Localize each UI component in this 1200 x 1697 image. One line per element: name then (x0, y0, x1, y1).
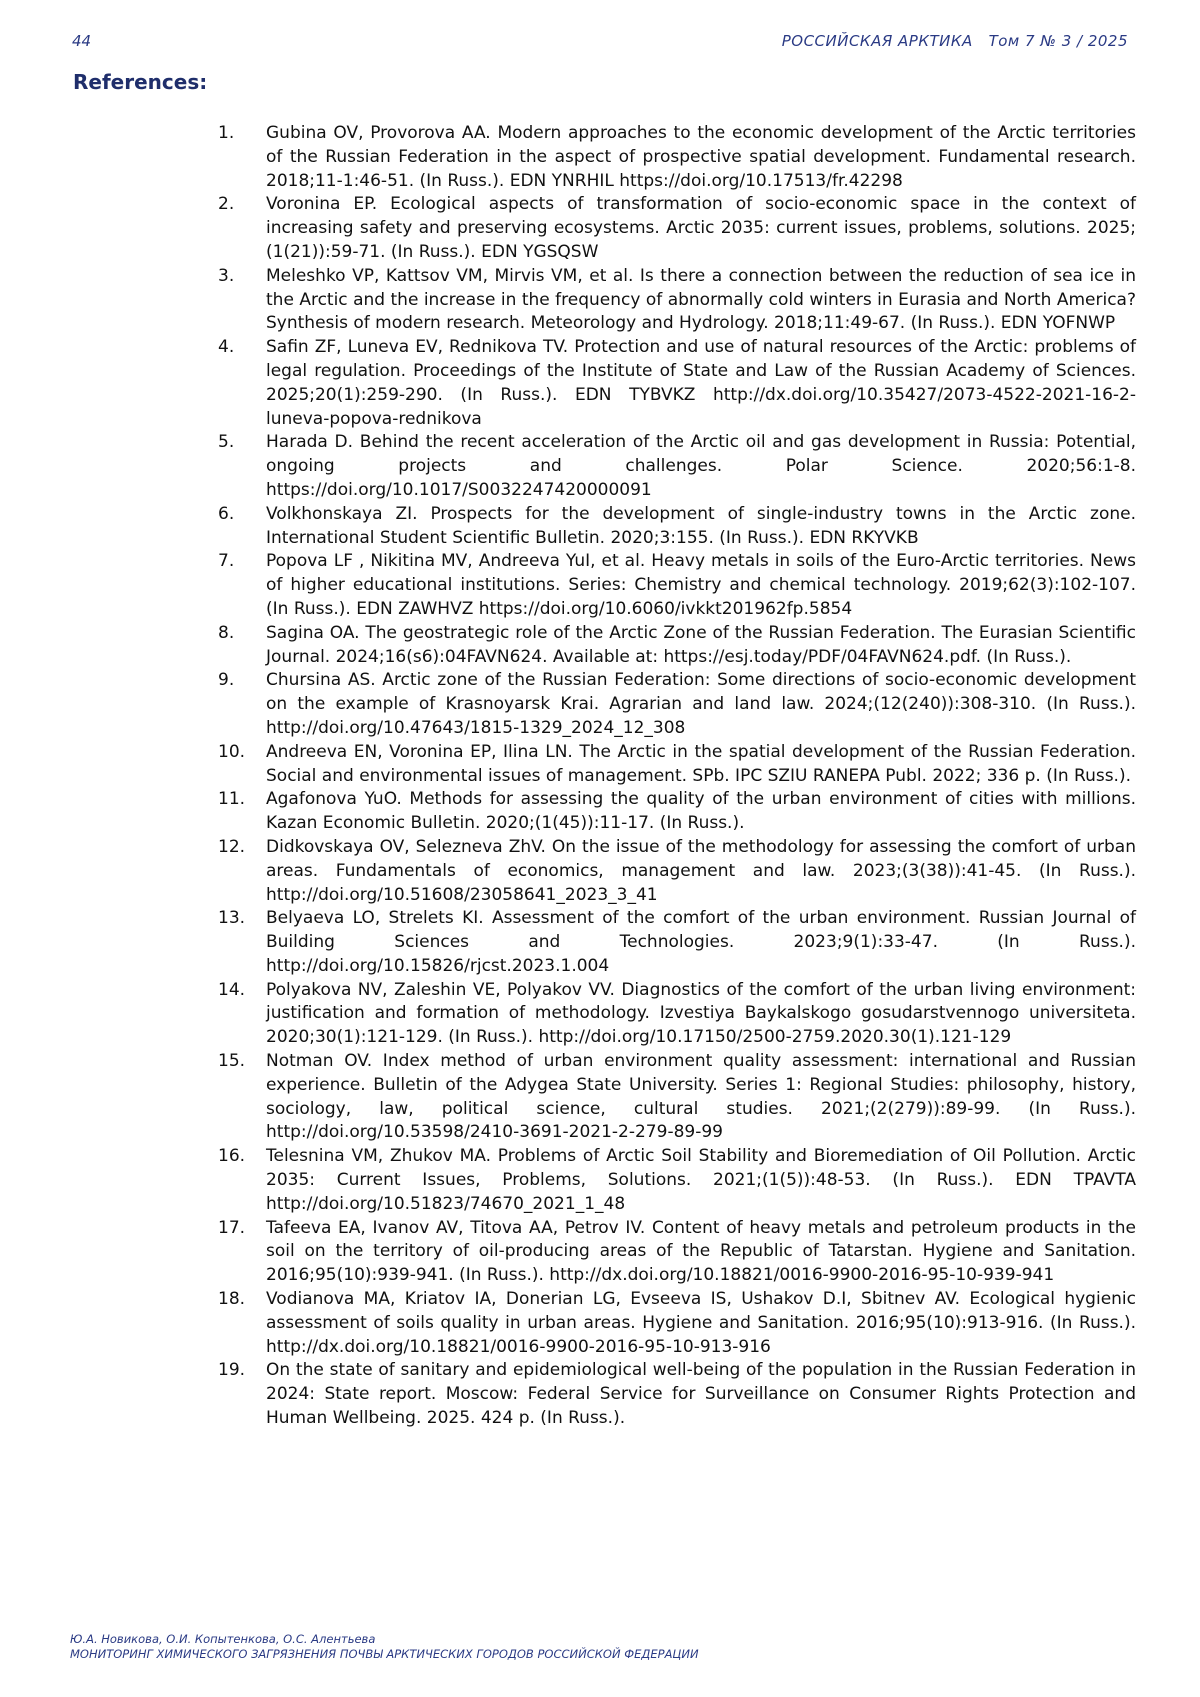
reference-text: Notman OV. Index method of urban environment quality assessment: international and Russian experience. Bulletin of the Adygea State University. Series 1: Regional Studies: philosophy, history, sociology, law, political science, cultural studies. 2021;(2(279)):89-99. (In Russ.). http://doi.org/10.53598/2410-3691-2021-2-279-89-99 (266, 1051, 1136, 1143)
reference-number: 14. (218, 979, 246, 1000)
reference-item (218, 1217, 1136, 1288)
reference-item (218, 1359, 1136, 1430)
reference-text: Chursina AS. Arctic zone of the Russian Federation: Some directions of socio-economic development on the example of Krasnoyarsk Krai. Agrarian and land law. 2024;(12(240)):308-310. (In Russ.). http://doi.org/10.47643/1815-1329_2024_12_308 (266, 670, 1136, 738)
reference-item (218, 1288, 1136, 1359)
reference-text: Polyakova NV, Zaleshin VE, Polyakov VV. Diagnostics of the comfort of the urban living environment: justification and formation of methodology. Izvestiya Baykalskogo gosudarstvennogo universiteta. 2020;30(1):121-129. (In Russ.). http://doi.org/10.17150/2500-2759.2020.30(1).121-129 (266, 979, 1136, 1048)
reference-text: Volkhonskaya ZI. Prospects for the development of single-industry towns in the Arctic zone. International Student Scientific Bulletin. 2020;3:155. (In Russ.). EDN RKYVKB (266, 503, 1136, 548)
reference-text: Meleshko VP, Kattsov VM, Mirvis VM, et al. Is there a connection between the reduction of sea ice in the Arctic and the increase in the frequency of abnormally cold winters in Eurasia and North America? Synthesis of modern research. Meteorology and Hydrology. 2018;11:49-67. (In Russ.). EDN YOFNWP (266, 265, 1136, 334)
reference-number: 15. (218, 1051, 246, 1072)
reference-text: Tafeeva EA, Ivanov AV, Titova AA, Petrov IV. Content of heavy metals and petroleum products in the soil on the territory of oil-producing areas of the Republic of Tatarstan. Hygiene and Sanitation. 2016;95(10):939-941. (In Russ.). http://dx.doi.org/10.18821/0016-9900-2016-95-10-939-941 (266, 1217, 1136, 1286)
reference-item (218, 550, 1136, 621)
reference-item (218, 431, 1136, 502)
reference-number: 5. (218, 432, 235, 453)
footer-article-title: МОНИТОРИНГ ХИМИЧЕСКОГО ЗАГРЯЗНЕНИЯ ПОЧВЫ АРКТИЧЕСКИХ ГОРОДОВ РОССИЙСКОЙ ФЕДЕРАЦИИ (70, 1647, 699, 1661)
reference-item (218, 503, 1136, 551)
reference-text: Didkovskaya OV, Selezneva ZhV. On the issue of the methodology for assessing the comfort of urban areas. Fundamentals of economics, management and law. 2023;(3(38)):41-45. (In Russ.). http://doi.org/10.51608/23058641_2023_3_41 (266, 836, 1136, 905)
reference-number: 17. (218, 1217, 246, 1238)
reference-item (218, 836, 1136, 907)
reference-number: 9. (218, 670, 235, 691)
reference-text: Safin ZF, Luneva EV, Rednikova TV. Protection and use of natural resources of the Arctic: problems of legal regulation. Proceedings of the Institute of State and Law of the Russian Academy of Sciences. 2025;20(1):259-290. (In Russ.). EDN TYBVKZ http://dx.doi.org/10.35427/2073-4522-2021-16-2-luneva-popova-rednikova (266, 337, 1136, 429)
journal-running-title: РОССИЙСКАЯ АРКТИКА Том 7 № 3 / 2025 (781, 32, 1128, 50)
reference-number: 8. (218, 622, 235, 643)
reference-number: 13. (218, 908, 246, 929)
reference-item (218, 622, 1136, 670)
reference-number: 1. (218, 123, 235, 143)
page-footer (70, 1632, 699, 1662)
reference-text: Agafonova YuO. Methods for assessing the quality of the urban environment of cities with millions. Kazan Economic Bulletin. 2020;(1(45)):11-17. (In Russ.). (266, 789, 1136, 834)
reference-item (218, 265, 1136, 336)
reference-text: Gubina OV, Provorova AA. Modern approaches to the economic development of the Arctic territories of the Russian Federation in the aspect of prospective spatial development. Fundamental research. 2018;11-1:46-51. (In Russ.). EDN YNRHIL https://doi.org/10.17513/fr.42298 (266, 123, 1136, 191)
page-number: 44 (72, 32, 92, 50)
reference-number: 19. (218, 1360, 246, 1381)
reference-number: 12. (218, 836, 246, 857)
reference-item (218, 979, 1136, 1050)
footer-authors: Ю.А. Новикова, О.И. Копытенкова, О.С. Алентьева (70, 1632, 376, 1646)
reference-number: 2. (218, 194, 235, 215)
reference-number: 7. (218, 551, 235, 572)
reference-number: 18. (218, 1289, 246, 1310)
reference-text: Sagina OA. The geostrategic role of the Arctic Zone of the Russian Federation. The Eurasian Scientific Journal. 2024;16(s6):04FAVN624. Available at: https://esj.today/PDF/04FAVN624.pdf. (In Russ.). (266, 622, 1136, 667)
reference-number: 10. (218, 741, 246, 762)
reference-text: Telesnina VM, Zhukov MA. Problems of Arctic Soil Stability and Bioremediation of Oil Pollution. Arctic 2035: Current Issues, Problems, Solutions. 2021;(1(5)):48-53. (In Russ.). EDN TPAVTA http://doi.org/10.51823/74670_2021_1_48 (266, 1146, 1136, 1214)
reference-item (218, 669, 1136, 740)
reference-item (218, 788, 1136, 836)
reference-text: Vodianova MA, Kriatov IA, Donerian LG, Evseeva IS, Ushakov D.I, Sbitnev AV. Ecological hygienic assessment of soils quality in urban areas. Hygiene and Sanitation. 2016;95(10):913-916. (In Russ.). http://dx.doi.org/10.18821/0016-9900-2016-95-10-913-916 (266, 1289, 1136, 1357)
reference-text: Belyaeva LO, Strelets KI. Assessment of the comfort of the urban environment. Russian Journal of Building Sciences and Technologies. 2023;9(1):33-47. (In Russ.). http://doi.org/10.15826/rjcst.2023.1.004 (266, 908, 1136, 976)
reference-number: 11. (218, 789, 246, 810)
reference-list (218, 122, 1136, 1431)
reference-item (218, 907, 1136, 978)
reference-text: Andreeva EN, Voronina EP, Ilina LN. The Arctic in the spatial development of the Russian Federation. Social and environmental issues of management. SPb. IPC SZIU RANEPA Publ. 2022; 336 p. (In Russ.). (266, 741, 1136, 786)
reference-item (218, 1145, 1136, 1216)
reference-text: Harada D. Behind the recent acceleration of the Arctic oil and gas development in Russia: Potential, ongoing projects and challenges. Polar Science. 2020;56:1-8. https://doi.org/10.1017/S0032247420000091 (266, 432, 1136, 500)
reference-item (218, 1050, 1136, 1145)
reference-number: 16. (218, 1146, 246, 1167)
reference-number: 4. (218, 337, 235, 358)
reference-text: Voronina EP. Ecological aspects of transformation of socio-economic space in the context of increasing safety and preserving ecosystems. Arctic 2035: current issues, problems, solutions. 2025;(1(21)):59-71. (In Russ.). EDN YGSQSW (266, 194, 1136, 262)
reference-item (218, 122, 1136, 193)
reference-text: On the state of sanitary and epidemiological well-being of the population in the Russian Federation in 2024: State report. Moscow: Federal Service for Surveillance on Consumer Rights Protection and Human Wellbeing. 2025. 424 p. (In Russ.). (266, 1360, 1136, 1429)
page-header (72, 32, 1128, 54)
section-title: References: (73, 70, 208, 94)
reference-text: Popova LF , Nikitina MV, Andreeva YuI, et al. Heavy metals in soils of the Euro-Arctic territories. News of higher educational institutions. Series: Chemistry and chemical technology. 2019;62(3):102-107. (In Russ.). EDN ZAWHVZ https://doi.org/10.6060/ivkkt201962fp.5854 (266, 551, 1136, 619)
reference-item (218, 741, 1136, 789)
reference-number: 3. (218, 265, 235, 286)
reference-number: 6. (218, 503, 235, 524)
reference-item (218, 193, 1136, 264)
reference-item (218, 336, 1136, 431)
